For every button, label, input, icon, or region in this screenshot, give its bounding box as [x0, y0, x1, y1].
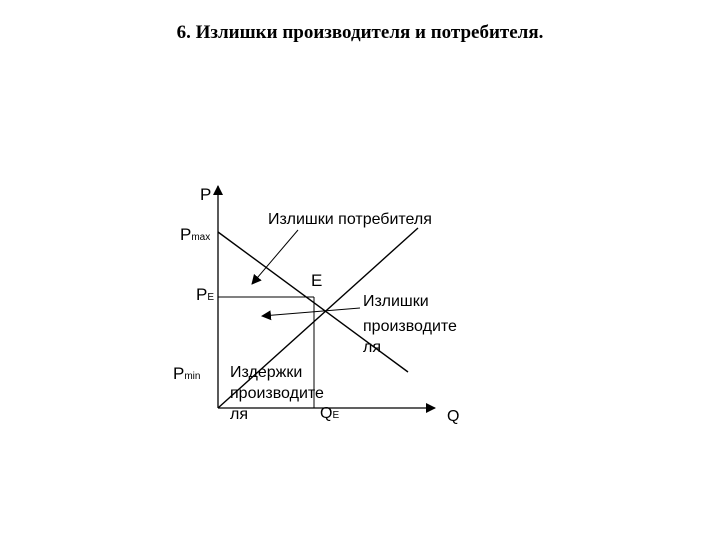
producer-surplus-label: Излишки производите ля [363, 293, 457, 356]
pe-label: PE [196, 285, 215, 304]
y-axis-label: P [200, 185, 212, 204]
consumer-surplus-label: Излишки потребителя [268, 211, 432, 228]
page-title: 6. Излишки производителя и потребителя. [176, 22, 544, 43]
equilibrium-label: E [311, 271, 323, 290]
x-axis-label: Q [447, 408, 460, 425]
pmax-label: Pmax [180, 225, 211, 244]
pmin-label: Pmin [173, 364, 201, 383]
producer-surplus-arrow [262, 308, 360, 316]
producer-costs-label: Издержки производите ля [230, 364, 324, 423]
consumer-surplus-arrow [252, 230, 298, 284]
qe-label: QE [320, 405, 340, 422]
